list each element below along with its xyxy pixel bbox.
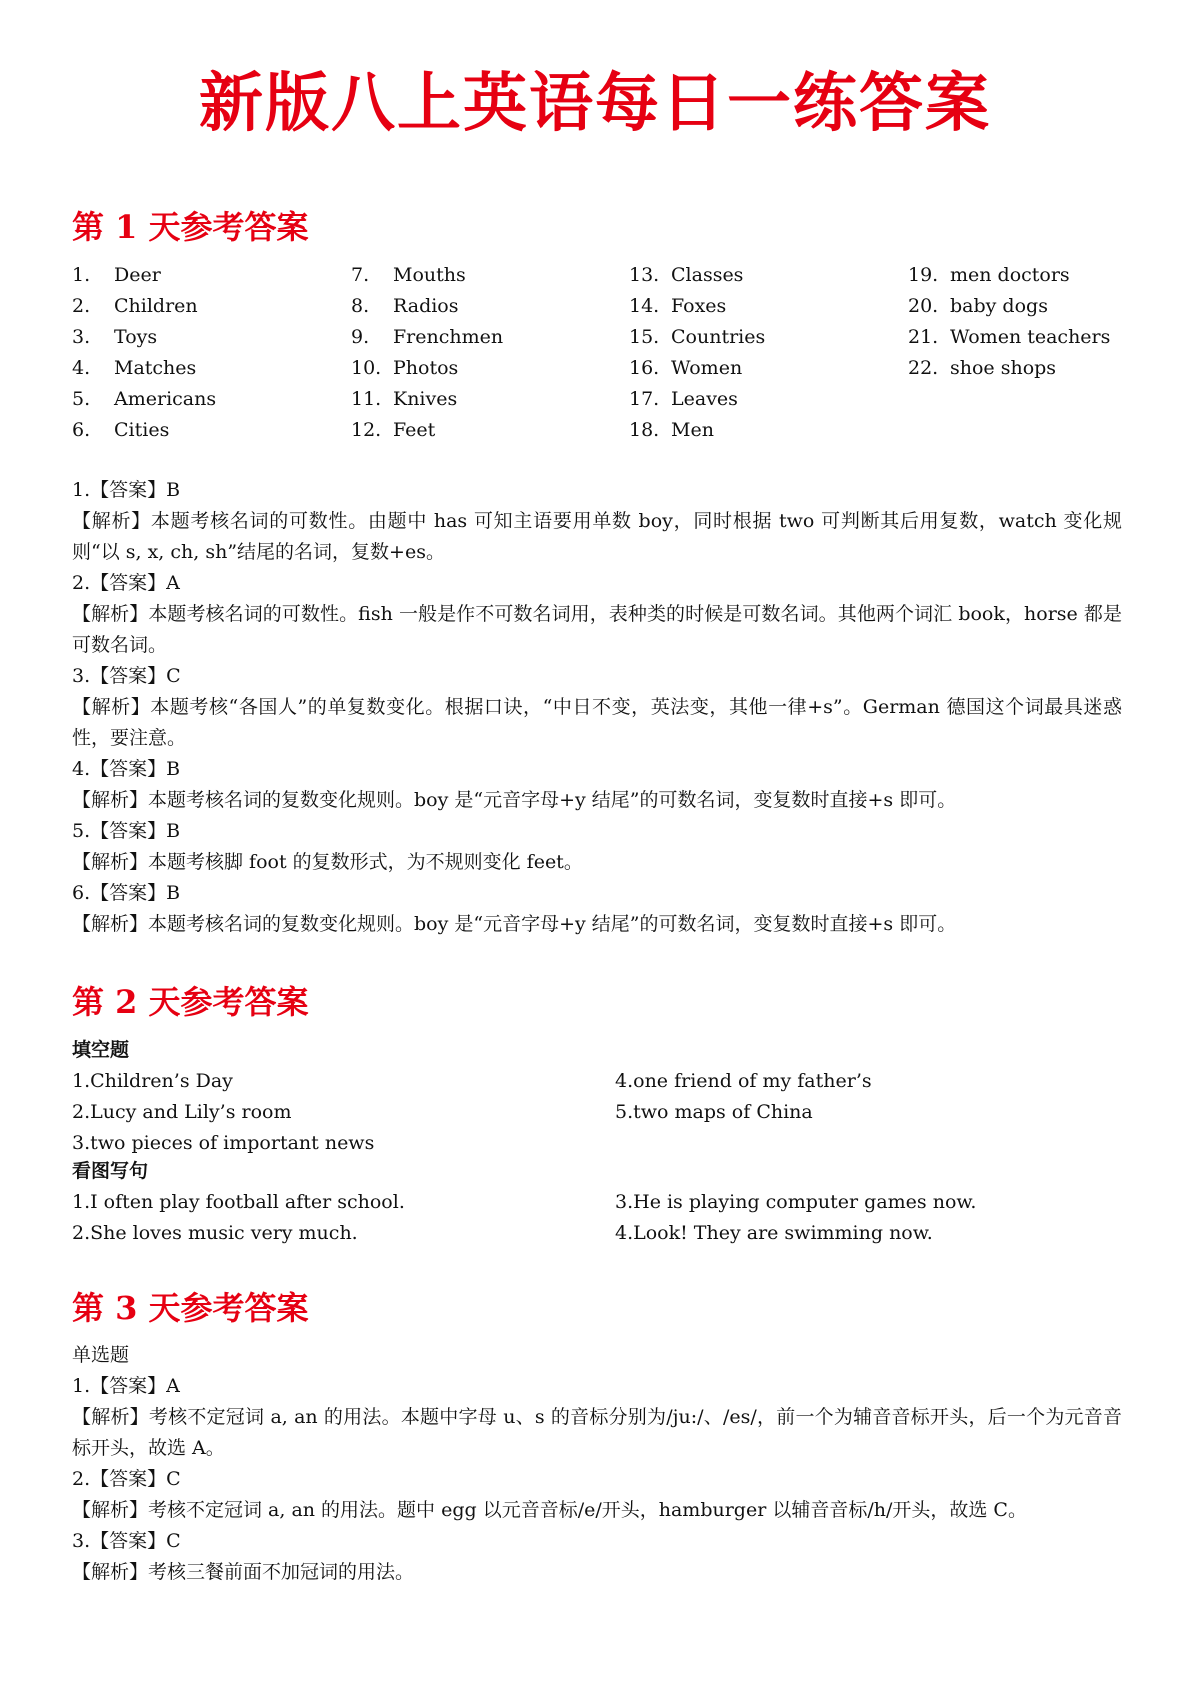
item-answer: Women (671, 357, 743, 379)
item-answer: Americans (114, 388, 217, 410)
item-number: 9. (351, 326, 370, 348)
item-number: 13. (629, 264, 660, 286)
item-number: 8. (351, 295, 370, 317)
item-number: 14. (629, 295, 660, 317)
item-number: 6. (72, 419, 91, 441)
item-number: 20. (908, 295, 939, 317)
analysis-paragraph: 【解析】本题考核名词的复数变化规则。boy 是“元音字母+y 结尾”的可数名词，变复数时直接+s 即可。 (72, 789, 957, 811)
analysis-paragraph: 【解析】本题考核“各国人”的单复数变化。根据口诀，“中日不变，英法变，其他一律+s”。German 德国这个词最具迷惑性，要注意。 (72, 696, 1122, 749)
item-answer: Mouths (393, 264, 466, 286)
item-answer: Children (114, 295, 198, 317)
analysis-paragraph: 【解析】考核不定冠词 a, an 的用法。题中 egg 以元音音标/e/开头，hamburger 以辅音音标/h/开头，故选 C。 (72, 1499, 1027, 1521)
fill-answer: 3.two pieces of important news (72, 1132, 375, 1154)
analysis-paragraph: 【解析】本题考核脚 foot 的复数形式，为不规则变化 feet。 (72, 851, 583, 873)
picture-sentence-label: 看图写句 (72, 1160, 149, 1182)
item-number: 2. (72, 295, 91, 317)
fill-answer: 1.Children’s Day (72, 1070, 233, 1092)
picture-answer: 1.I often play football after school. (72, 1191, 405, 1213)
fill-blank-label: 填空题 (72, 1039, 130, 1061)
answer-line: 1.【答案】B (72, 479, 181, 501)
item-answer: Radios (393, 295, 459, 317)
item-answer: Leaves (671, 388, 738, 410)
analysis-paragraph: 【解析】本题考核名词的可数性。fish 一般是作不可数名词用，表种类的时候是可数名词。其他两个词汇 book，horse 都是可数名词。 (72, 603, 1122, 656)
picture-answer: 4.Look! They are swimming now. (615, 1222, 933, 1244)
item-number: 3. (72, 326, 91, 348)
item-number: 12. (351, 419, 382, 441)
answer-line: 3.【答案】C (72, 665, 181, 687)
item-number: 19. (908, 264, 939, 286)
item-answer: Foxes (671, 295, 727, 317)
item-number: 18. (629, 419, 660, 441)
item-answer: Toys (114, 326, 158, 348)
picture-answer: 3.He is playing computer games now. (615, 1191, 977, 1213)
document-title: 新版八上英语每日一练答案 (199, 66, 991, 141)
item-answer: Countries (671, 326, 766, 348)
analysis-paragraph: 【解析】本题考核名词的复数变化规则。boy 是“元音字母+y 结尾”的可数名词，变复数时直接+s 即可。 (72, 913, 957, 935)
answer-line: 6.【答案】B (72, 882, 181, 904)
picture-answer: 2.She loves music very much. (72, 1222, 358, 1244)
item-number: 16. (629, 357, 660, 379)
item-number: 1. (72, 264, 91, 286)
item-number: 21. (908, 326, 939, 348)
answer-line: 1.【答案】A (72, 1375, 180, 1397)
item-answer: Women teachers (950, 326, 1111, 348)
day2-heading: 第 2 天参考答案 (72, 983, 309, 1021)
answer-line: 5.【答案】B (72, 820, 181, 842)
item-answer: Cities (114, 419, 170, 441)
item-number: 15. (629, 326, 660, 348)
item-answer: Matches (114, 357, 197, 379)
item-answer: Feet (393, 419, 436, 441)
item-number: 4. (72, 357, 91, 379)
fill-answer: 5.two maps of China (615, 1101, 813, 1123)
day3-heading: 第 3 天参考答案 (72, 1289, 309, 1327)
single-choice-label: 单选题 (72, 1344, 130, 1366)
item-answer: Knives (393, 388, 458, 410)
item-number: 11. (351, 388, 382, 410)
item-number: 7. (351, 264, 370, 286)
answer-line: 2.【答案】A (72, 572, 180, 594)
item-answer: Deer (114, 264, 161, 286)
item-number: 5. (72, 388, 91, 410)
day1-heading: 第 1 天参考答案 (72, 208, 309, 246)
item-answer: Men (671, 419, 714, 441)
analysis-paragraph: 【解析】考核三餐前面不加冠词的用法。 (72, 1561, 415, 1583)
fill-answer: 4.one friend of my father’s (615, 1070, 872, 1092)
item-number: 10. (351, 357, 382, 379)
item-number: 22. (908, 357, 939, 379)
analysis-paragraph: 【解析】本题考核名词的可数性。由题中 has 可知主语要用单数 boy，同时根据 two 可判断其后用复数，watch 变化规则“以 s, x, ch, sh”结尾的名词，复数+es。 (72, 510, 1122, 563)
item-answer: Classes (671, 264, 744, 286)
answer-line: 2.【答案】C (72, 1468, 181, 1490)
answer-line: 4.【答案】B (72, 758, 181, 780)
answer-line: 3.【答案】C (72, 1530, 181, 1552)
analysis-paragraph: 【解析】考核不定冠词 a, an 的用法。本题中字母 u、s 的音标分别为/ju:/、/es/，前一个为辅音音标开头，后一个为元音音标开头，故选 A。 (72, 1406, 1122, 1459)
item-answer: shoe shops (950, 357, 1057, 379)
item-answer: Photos (393, 357, 459, 379)
item-answer: men doctors (950, 264, 1070, 286)
item-number: 17. (629, 388, 660, 410)
fill-answer: 2.Lucy and Lily’s room (72, 1101, 292, 1123)
item-answer: baby dogs (950, 295, 1048, 317)
item-answer: Frenchmen (393, 326, 504, 348)
